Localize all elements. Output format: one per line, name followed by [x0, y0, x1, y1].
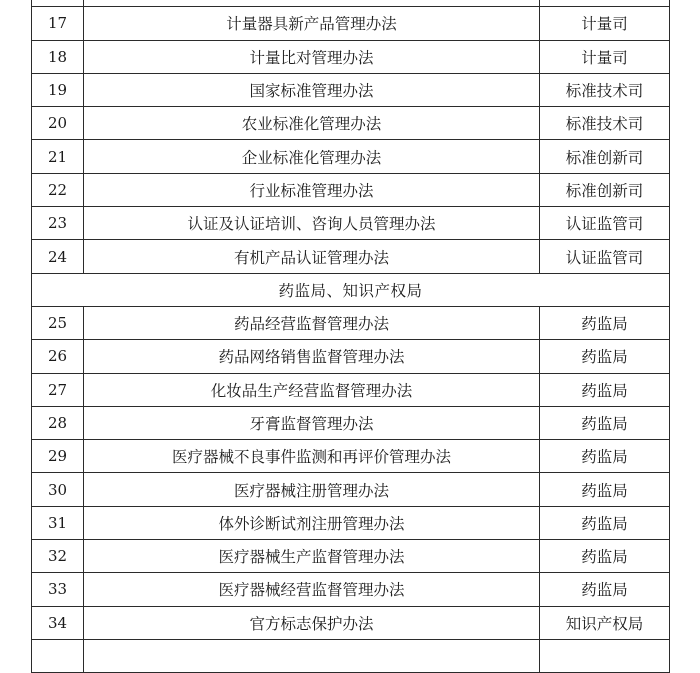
- row-number: 34: [32, 606, 84, 639]
- department: 标准创新司: [540, 140, 670, 173]
- department: 认证监管司: [540, 240, 670, 273]
- regulation-name: 体外诊断试剂注册管理办法: [84, 506, 540, 539]
- department: 知识产权局: [540, 606, 670, 639]
- table-row: [32, 140, 670, 173]
- regulation-name: 农业标准化管理办法: [84, 107, 540, 140]
- regulation-name: [84, 0, 540, 7]
- regulation-name: 化妆品生产经营监督管理办法: [84, 373, 540, 406]
- department: 计量司: [540, 40, 670, 73]
- row-number: 18: [32, 40, 84, 73]
- regulation-name: 有机产品认证管理办法: [84, 240, 540, 273]
- regulation-name: 计量比对管理办法: [84, 40, 540, 73]
- row-number: [32, 0, 84, 7]
- regulation-name: 医疗器械生产监督管理办法: [84, 540, 540, 573]
- regulation-name: 药品经营监督管理办法: [84, 306, 540, 339]
- table-row: [32, 373, 670, 406]
- department: 计量司: [540, 7, 670, 40]
- row-number: 30: [32, 473, 84, 506]
- department: 标准技术司: [540, 73, 670, 106]
- table-row: [32, 240, 670, 273]
- department: 药监局: [540, 540, 670, 573]
- row-number: 19: [32, 73, 84, 106]
- regulations-table-body: [32, 0, 670, 673]
- regulation-name: 医疗器械经营监督管理办法: [84, 573, 540, 606]
- department: 药监局: [540, 473, 670, 506]
- department: [540, 639, 670, 672]
- regulation-name: 企业标准化管理办法: [84, 140, 540, 173]
- regulation-name: 医疗器械注册管理办法: [84, 473, 540, 506]
- regulation-name: [84, 639, 540, 672]
- row-number: 20: [32, 107, 84, 140]
- department: 药监局: [540, 406, 670, 439]
- table-row: [32, 306, 670, 339]
- table-row: [32, 207, 670, 240]
- table-row: [32, 340, 670, 373]
- table-row: [32, 639, 670, 672]
- table-row: [32, 506, 670, 539]
- department: 药监局: [540, 440, 670, 473]
- department: [540, 0, 670, 7]
- row-number: 33: [32, 573, 84, 606]
- table-row: [32, 606, 670, 639]
- row-number: 24: [32, 240, 84, 273]
- regulation-name: 官方标志保护办法: [84, 606, 540, 639]
- row-number: [32, 639, 84, 672]
- regulation-name: 国家标准管理办法: [84, 73, 540, 106]
- table-row: [32, 0, 670, 7]
- regulation-name: 牙膏监督管理办法: [84, 406, 540, 439]
- table-row: [32, 473, 670, 506]
- table-row: [32, 107, 670, 140]
- regulation-name: 医疗器械不良事件监测和再评价管理办法: [84, 440, 540, 473]
- row-number: 23: [32, 207, 84, 240]
- row-number: 17: [32, 7, 84, 40]
- row-number: 28: [32, 406, 84, 439]
- row-number: 21: [32, 140, 84, 173]
- department: 认证监管司: [540, 207, 670, 240]
- department: 标准创新司: [540, 173, 670, 206]
- row-number: 27: [32, 373, 84, 406]
- row-number: 26: [32, 340, 84, 373]
- department: 标准技术司: [540, 107, 670, 140]
- table-row: [32, 440, 670, 473]
- row-number: 29: [32, 440, 84, 473]
- department: 药监局: [540, 506, 670, 539]
- row-number: 22: [32, 173, 84, 206]
- regulations-table: [31, 0, 670, 673]
- table-row: [32, 7, 670, 40]
- department: 药监局: [540, 373, 670, 406]
- table-row: [32, 406, 670, 439]
- row-number: 31: [32, 506, 84, 539]
- regulation-name: 认证及认证培训、咨询人员管理办法: [84, 207, 540, 240]
- department: 药监局: [540, 306, 670, 339]
- section-header-row: [32, 273, 670, 306]
- table-row: [32, 540, 670, 573]
- regulation-name: 药品网络销售监督管理办法: [84, 340, 540, 373]
- table-row: [32, 573, 670, 606]
- department: 药监局: [540, 340, 670, 373]
- regulation-name: 计量器具新产品管理办法: [84, 7, 540, 40]
- department: 药监局: [540, 573, 670, 606]
- table-row: [32, 73, 670, 106]
- section-title: 药监局、知识产权局: [32, 273, 670, 306]
- table-row: [32, 173, 670, 206]
- regulation-name: 行业标准管理办法: [84, 173, 540, 206]
- table-row: [32, 40, 670, 73]
- row-number: 32: [32, 540, 84, 573]
- row-number: 25: [32, 306, 84, 339]
